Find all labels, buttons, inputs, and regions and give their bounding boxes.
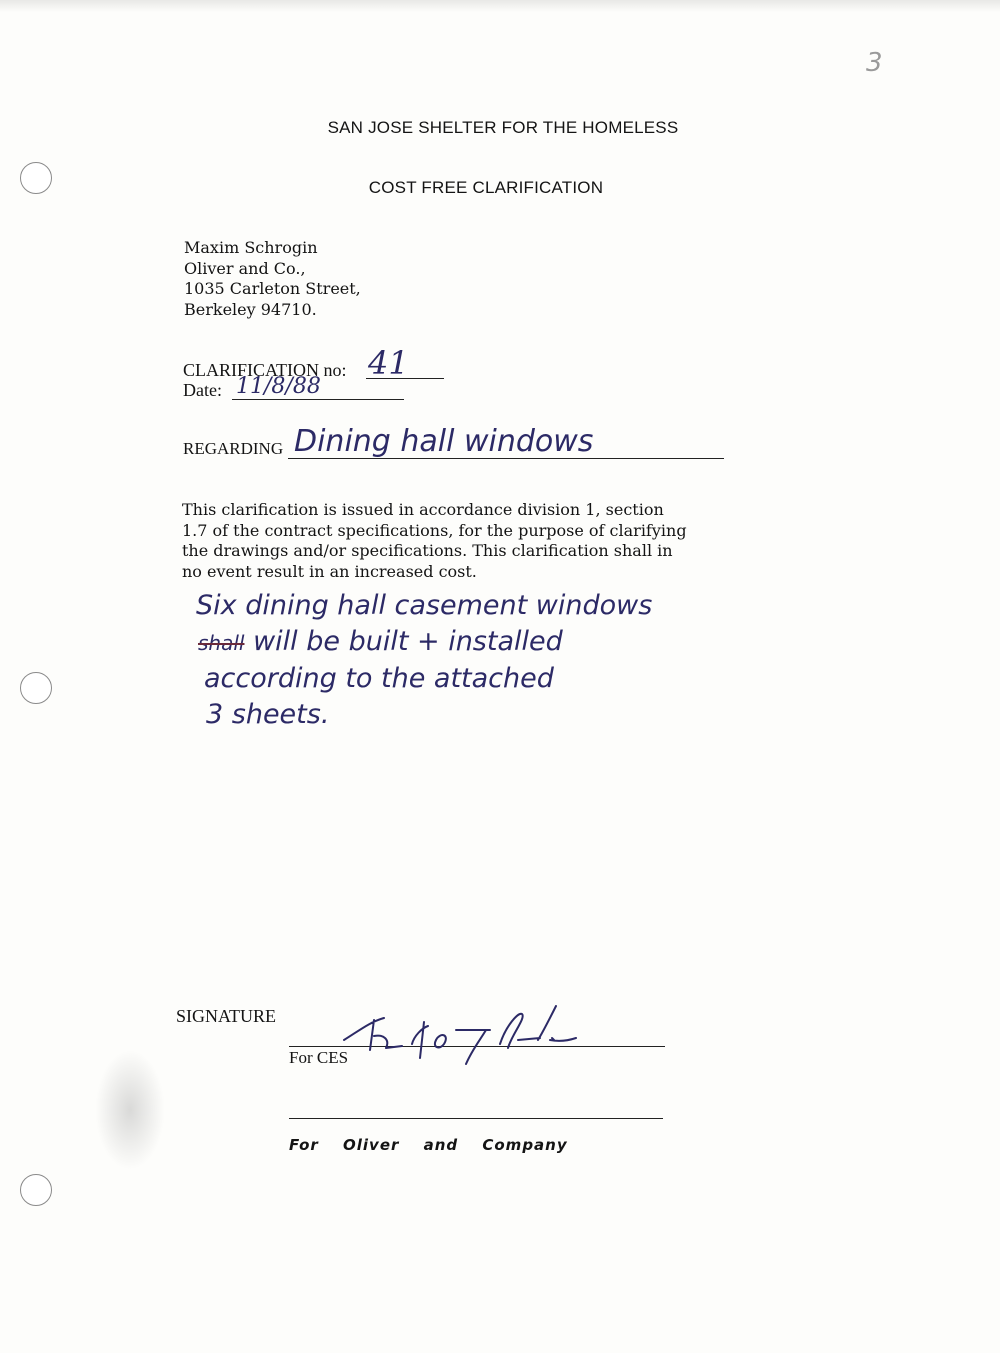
recipient-name: Maxim Schrogin (184, 238, 318, 257)
note-line: Six dining hall casement windows (196, 590, 653, 621)
handwritten-signature (340, 1000, 580, 1066)
clarification-number-value: 41 (368, 344, 409, 382)
paragraph-line: the drawings and/or specifications. This clarification shall in (182, 541, 673, 560)
page-number: 3 (866, 48, 883, 78)
for-oliver-label: For Oliver and Company (289, 1136, 568, 1154)
recipient-company: Oliver and Co., (184, 258, 306, 278)
clarification-number-label: CLARIFICATION no: (183, 360, 347, 380)
paragraph-line: 1.7 of the contract specifications, for the purpose of clarifying (182, 520, 687, 540)
paragraph-line: no event result in an increased cost. (182, 561, 477, 581)
date-line (232, 399, 404, 400)
binder-hole-bottom (20, 1174, 52, 1206)
handwritten-note (196, 588, 652, 733)
regarding-value: Dining hall windows (294, 424, 594, 459)
note-line (196, 624, 652, 661)
recipient-address (184, 238, 361, 320)
note-line: according to the attached (204, 663, 554, 694)
regarding-label: REGARDING (183, 439, 284, 458)
date-value: 11/8/88 (236, 374, 321, 399)
paragraph-line: This clarification is issued in accordance division 1, section (182, 500, 664, 519)
scan-smudge (95, 1050, 165, 1170)
oliver-signature-line (289, 1118, 663, 1119)
document-subtitle: COST FREE CLARIFICATION (368, 178, 604, 197)
recipient-street: 1035 Carleton Street, (184, 279, 361, 298)
page-top-edge (0, 0, 1000, 12)
note-line: 3 sheets. (206, 699, 330, 730)
date-label: Date: (183, 380, 222, 400)
signature-label: SIGNATURE (176, 1006, 277, 1026)
recipient-city: Berkeley 94710. (184, 299, 317, 319)
binder-hole-middle (20, 672, 52, 704)
clarification-paragraph (182, 500, 792, 582)
for-ces-label: For CES (289, 1048, 349, 1067)
note-line-text: will be built + installed (253, 626, 563, 657)
document-title: SAN JOSE SHELTER FOR THE HOMELESS (327, 118, 679, 137)
struck-word: shall (198, 631, 245, 655)
